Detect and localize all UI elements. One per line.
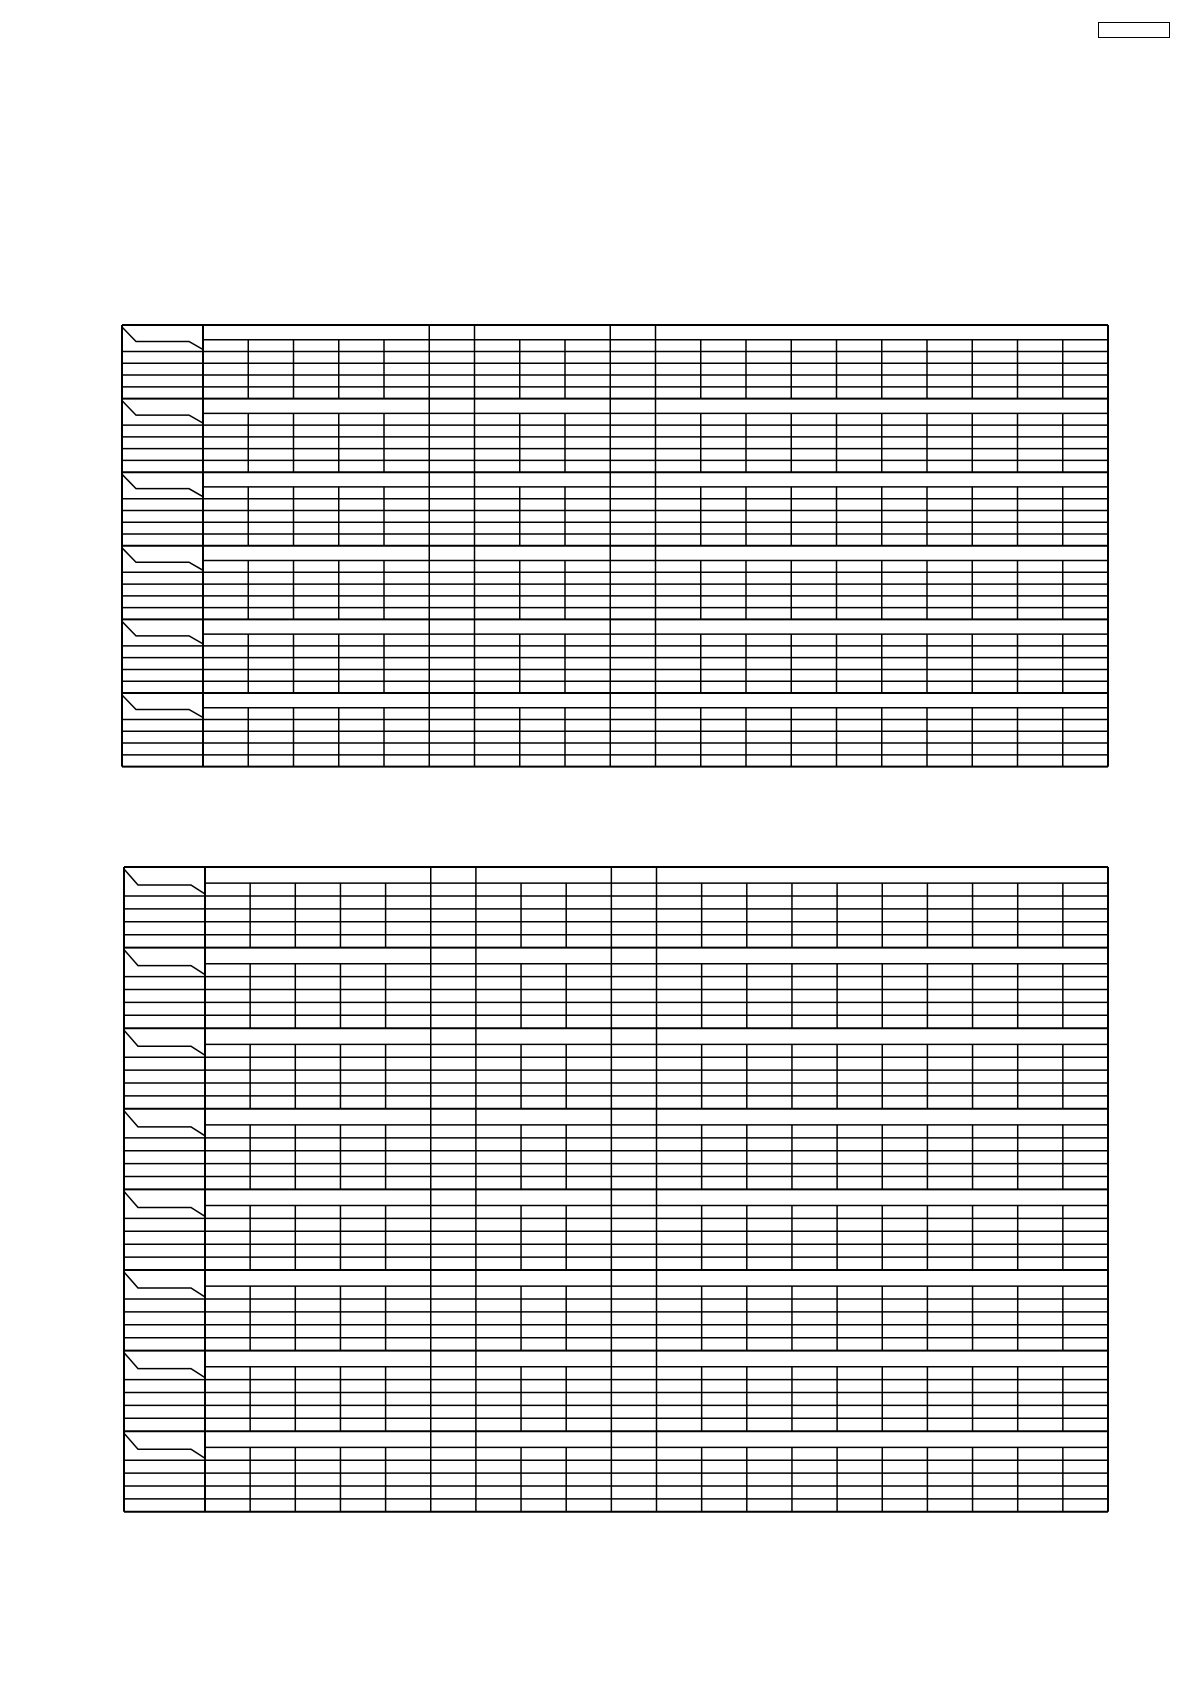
- table-block: [124, 1431, 1108, 1512]
- table-block: [122, 693, 1108, 767]
- diagonal-header-cell: [124, 1433, 205, 1458]
- diagonal-header-cell: [124, 1030, 205, 1055]
- table-block: [124, 1028, 1108, 1109]
- table-block: [124, 1351, 1108, 1432]
- table-block: [122, 325, 1108, 399]
- table-block: [124, 1270, 1108, 1351]
- diagonal-header-cell: [124, 1111, 205, 1136]
- table-block: [124, 1109, 1108, 1190]
- diagonal-header-cell: [122, 695, 203, 717]
- diagonal-header-cell: [124, 1353, 205, 1378]
- lower-table: [124, 867, 1108, 1512]
- diagonal-header-cell: [122, 548, 203, 570]
- table-block: [124, 867, 1108, 948]
- diagonal-header-cell: [122, 474, 203, 496]
- table-block: [122, 619, 1108, 693]
- diagonal-header-cell: [122, 327, 203, 349]
- diagonal-header-cell: [122, 401, 203, 423]
- diagonal-header-cell: [124, 950, 205, 975]
- table-block: [124, 948, 1108, 1029]
- table-block: [124, 1189, 1108, 1270]
- table-block: [122, 472, 1108, 546]
- diagonal-header-cell: [124, 869, 205, 894]
- table-block: [122, 399, 1108, 473]
- diagonal-header-cell: [124, 1272, 205, 1297]
- table-block: [122, 546, 1108, 620]
- diagonal-header-cell: [122, 621, 203, 643]
- upper-table: [122, 325, 1108, 767]
- diagonal-header-cell: [124, 1191, 205, 1216]
